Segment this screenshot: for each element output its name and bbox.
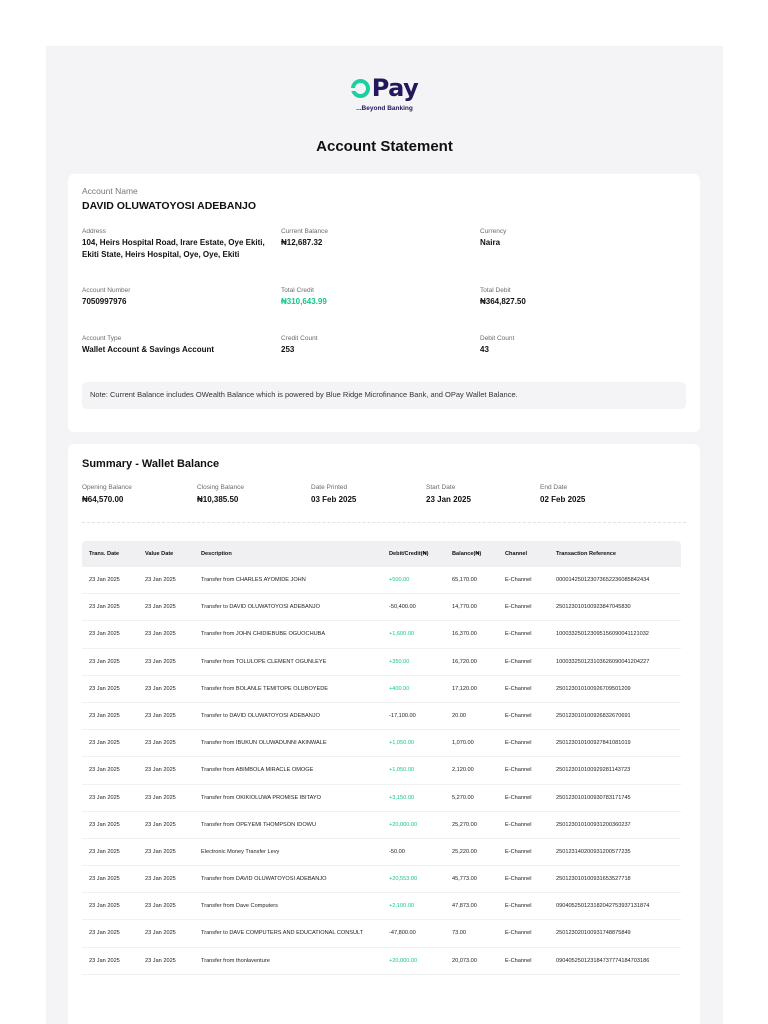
closing-balance-label: Closing Balance: [197, 484, 244, 491]
closing-balance-value: ₦10,385.50: [197, 495, 239, 504]
opay-logo: [46, 76, 723, 112]
cell-value-date: 23 Jan 2025: [145, 848, 176, 855]
cell-balance: 25,220.00: [452, 848, 477, 855]
col-debit-credit: Debit/Credit(₦): [389, 551, 429, 557]
cell-description: Electronic Money Transfer Levy: [201, 848, 280, 855]
cell-trans-date: 23 Jan 2025: [89, 957, 120, 964]
cell-transaction-reference: 000014250123073652236085842434: [556, 577, 650, 583]
cell-trans-date: 23 Jan 2025: [89, 848, 120, 855]
cell-debit-credit: +1,600.00: [389, 631, 415, 638]
debit-count-label: Debit Count: [480, 335, 515, 342]
opening-balance-value: ₦64,570.00: [82, 495, 124, 504]
cell-balance: 2,120.00: [452, 767, 474, 774]
debit-count-value: 43: [480, 345, 489, 354]
cell-balance: 20.00: [452, 712, 466, 719]
cell-transaction-reference: 250123010100931200360237: [556, 821, 631, 828]
cell-debit-credit: +400.00: [389, 685, 410, 692]
cell-value-date: 23 Jan 2025: [145, 685, 176, 692]
cell-trans-date: 23 Jan 2025: [89, 631, 120, 638]
cell-description: Transfer from TOLULOPE CLEMENT OGUNLEYE: [201, 658, 327, 665]
cell-balance: 25,270.00: [452, 821, 477, 828]
table-row: [82, 893, 681, 920]
cell-channel: E-Channel: [505, 577, 532, 583]
cell-trans-date: 23 Jan 2025: [89, 903, 120, 910]
total-debit-label: Total Debit: [480, 287, 511, 294]
summary-title: Summary - Wallet Balance: [82, 458, 220, 470]
date-printed-label: Date Printed: [311, 484, 348, 491]
cell-trans-date: 23 Jan 2025: [89, 685, 120, 692]
cell-balance: 16,720.00: [452, 658, 477, 665]
balance-note: Note: Current Balance includes OWealth Balance which is powered by Blue Ridge Microfinance Bank, and OPay Wallet Balance.: [82, 382, 686, 409]
cell-transaction-reference: 250123010100930783171745: [556, 794, 631, 801]
table-row: [82, 730, 681, 757]
cell-balance: 20,073.00: [452, 957, 477, 964]
table-row: [82, 839, 681, 866]
cell-transaction-reference: 250123010100929281143723: [556, 767, 631, 774]
cell-description: Transfer from OKIKIOLUWA PROMISE IBITAYO: [201, 794, 321, 801]
cell-description: Transfer to DAVID OLUWATOYOSI ADEBANJO: [201, 604, 320, 611]
cell-channel: E-Channel: [505, 685, 532, 692]
cell-transaction-reference: 250123010100931653527718: [556, 876, 631, 883]
logo-text: Pay: [371, 74, 419, 102]
end-date-value: 02 Feb 2025: [540, 495, 586, 504]
address-line-1: 104, Heirs Hospital Road, Irare Estate, Oye Ekiti,: [82, 238, 265, 247]
cell-balance: 73.00: [452, 930, 466, 937]
cell-transaction-reference: 100033250123095156090041121032: [556, 631, 649, 638]
cell-description: Transfer from DAVID OLUWATOYOSI ADEBANJO: [201, 876, 327, 883]
cell-value-date: 23 Jan 2025: [145, 767, 176, 774]
cell-debit-credit: -17,100.00: [389, 712, 416, 719]
cell-value-date: 23 Jan 2025: [145, 740, 176, 747]
cell-debit-credit: +20,553.00: [389, 876, 418, 883]
cell-trans-date: 23 Jan 2025: [89, 604, 120, 611]
cell-debit-credit: +2,100.00: [389, 903, 415, 910]
cell-trans-date: 23 Jan 2025: [89, 740, 120, 747]
total-debit-value: ₦364,827.50: [480, 297, 526, 306]
cell-description: Transfer from CHARLES AYOMIDE JOHN: [201, 577, 306, 583]
cell-value-date: 23 Jan 2025: [145, 712, 176, 719]
cell-transaction-reference: 090405250123184737774184703186: [556, 957, 650, 964]
cell-transaction-reference: 250123020100931748875849: [556, 930, 631, 937]
cell-debit-credit: +1,050.00: [389, 767, 415, 774]
cell-trans-date: 23 Jan 2025: [89, 712, 120, 719]
cell-balance: 47,873.00: [452, 903, 477, 910]
account-type-value: Wallet Account & Savings Account: [82, 345, 215, 354]
account-name-label: Account Name: [82, 186, 138, 196]
cell-transaction-reference: 250123140200931200577235: [556, 848, 631, 855]
cell-trans-date: 23 Jan 2025: [89, 577, 120, 583]
credit-count-label: Credit Count: [281, 335, 318, 342]
start-date-value: 23 Jan 2025: [426, 495, 471, 504]
cell-trans-date: 23 Jan 2025: [89, 821, 120, 828]
opening-balance-label: Opening Balance: [82, 484, 132, 491]
cell-transaction-reference: 100033250123103626090041204227: [556, 658, 650, 665]
current-balance-value: ₦12,687.32: [281, 238, 323, 247]
cell-debit-credit: -47,800.00: [389, 930, 416, 937]
col-transaction-reference: Transaction Reference: [556, 551, 617, 557]
cell-debit-credit: -50.00: [389, 848, 405, 855]
opay-o-mark-icon: [351, 79, 370, 98]
cell-balance: 65,170.00: [452, 577, 477, 583]
col-trans-date: Trans. Date: [89, 551, 120, 557]
table-row: [82, 785, 681, 812]
cell-trans-date: 23 Jan 2025: [89, 658, 120, 665]
cell-balance: 5,270.00: [452, 794, 474, 801]
cell-channel: E-Channel: [505, 821, 532, 828]
col-channel: Channel: [505, 551, 528, 557]
cell-balance: 1,070.00: [452, 740, 474, 747]
cell-value-date: 23 Jan 2025: [145, 658, 176, 665]
date-printed-value: 03 Feb 2025: [311, 495, 357, 504]
statement-page: [46, 46, 723, 1024]
cell-debit-credit: -50,400.00: [389, 604, 416, 611]
current-balance-label: Current Balance: [281, 228, 328, 235]
cell-debit-credit: +20,000.00: [389, 957, 418, 964]
cell-balance: 16,370.00: [452, 631, 477, 638]
cell-channel: E-Channel: [505, 740, 532, 747]
cell-debit-credit: +350.00: [389, 658, 410, 665]
total-credit-value: ₦310,643.99: [281, 297, 327, 306]
cell-description: Transfer from OPEYEMI THOMPSON IDOWU: [201, 821, 316, 828]
cell-value-date: 23 Jan 2025: [145, 604, 176, 611]
col-balance: Balance(₦): [452, 551, 482, 557]
cell-description: Transfer from BOLANLE TEMITOPE OLUBOYEDE: [201, 685, 329, 692]
credit-count-value: 253: [281, 345, 295, 354]
address-label: Address: [82, 228, 106, 235]
cell-channel: E-Channel: [505, 767, 532, 774]
address-line-2: Ekiti State, Heirs Hospital, Oye, Oye, Ekiti: [82, 250, 240, 259]
cell-transaction-reference: 250123010100926709501209: [556, 685, 631, 692]
end-date-label: End Date: [540, 484, 568, 491]
cell-channel: E-Channel: [505, 903, 532, 910]
logo-tagline: ...Beyond Banking: [356, 104, 413, 112]
cell-channel: E-Channel: [505, 794, 532, 801]
cell-transaction-reference: 090405250123182042753937131874: [556, 903, 650, 910]
table-row: [82, 920, 681, 947]
summary-divider: [82, 522, 686, 523]
account-type-label: Account Type: [82, 335, 122, 342]
cell-value-date: 23 Jan 2025: [145, 903, 176, 910]
currency-value: Naira: [480, 238, 501, 247]
table-row: [82, 812, 681, 839]
cell-channel: E-Channel: [505, 848, 532, 855]
cell-value-date: 23 Jan 2025: [145, 577, 176, 583]
cell-description: Transfer from Dave Computers: [201, 903, 278, 910]
cell-channel: E-Channel: [505, 604, 532, 611]
cell-trans-date: 23 Jan 2025: [89, 767, 120, 774]
table-row: [82, 567, 681, 594]
account-name: DAVID OLUWATOYOSI ADEBANJO: [82, 200, 257, 212]
cell-value-date: 23 Jan 2025: [145, 821, 176, 828]
cell-value-date: 23 Jan 2025: [145, 794, 176, 801]
table-row: [82, 621, 681, 648]
cell-transaction-reference: 250123010100927841081019: [556, 740, 631, 747]
cell-description: Transfer to DAVE COMPUTERS AND EDUCATIONAL CONSULT: [201, 930, 364, 937]
cell-transaction-reference: 250123010100926832670691: [556, 712, 631, 719]
cell-trans-date: 23 Jan 2025: [89, 876, 120, 883]
col-value-date: Value Date: [145, 551, 174, 557]
page-title: Account Statement: [316, 138, 453, 155]
cell-trans-date: 23 Jan 2025: [89, 794, 120, 801]
transactions-table-body: [82, 567, 681, 975]
table-row: [82, 948, 681, 975]
cell-trans-date: 23 Jan 2025: [89, 930, 120, 937]
account-number-label: Account Number: [82, 287, 131, 294]
cell-channel: E-Channel: [505, 930, 532, 937]
account-number-value: 7050997976: [82, 297, 127, 306]
table-row: [82, 649, 681, 676]
table-row: [82, 594, 681, 621]
table-row: [82, 676, 681, 703]
cell-channel: E-Channel: [505, 658, 532, 665]
cell-description: Transfer to DAVID OLUWATOYOSI ADEBANJO: [201, 712, 320, 719]
cell-balance: 45,773.00: [452, 876, 477, 883]
summary-card: [68, 444, 700, 1024]
cell-value-date: 23 Jan 2025: [145, 631, 176, 638]
cell-transaction-reference: 250123010100923847045830: [556, 604, 631, 611]
col-description: Description: [201, 551, 232, 557]
cell-debit-credit: +3,150.00: [389, 794, 415, 801]
cell-description: Transfer from JOHN CHIDIEBUBE OGUOCHUBA: [201, 631, 326, 638]
cell-channel: E-Channel: [505, 712, 532, 719]
cell-channel: E-Channel: [505, 876, 532, 883]
cell-value-date: 23 Jan 2025: [145, 876, 176, 883]
cell-description: Transfer from ABIMBOLA MIRACLE OMOGE: [201, 767, 314, 774]
cell-debit-credit: +500.00: [389, 577, 410, 583]
cell-balance: 14,770.00: [452, 604, 477, 611]
account-info-card: [68, 174, 700, 432]
cell-description: Transfer from thonlaventure: [201, 957, 270, 964]
currency-label: Currency: [480, 228, 507, 235]
cell-channel: E-Channel: [505, 957, 532, 964]
table-row: [82, 757, 681, 784]
cell-balance: 17,120.00: [452, 685, 477, 692]
cell-value-date: 23 Jan 2025: [145, 930, 176, 937]
cell-channel: E-Channel: [505, 631, 532, 638]
cell-debit-credit: +20,000.00: [389, 821, 418, 828]
transactions-table-header: [82, 541, 681, 567]
total-credit-label: Total Credit: [281, 287, 314, 294]
cell-description: Transfer from IBUKUN OLUWADUNNI AKINWALE: [201, 740, 327, 747]
cell-debit-credit: +1,050.00: [389, 740, 415, 747]
cell-value-date: 23 Jan 2025: [145, 957, 176, 964]
start-date-label: Start Date: [426, 484, 456, 491]
table-row: [82, 703, 681, 730]
table-row: [82, 866, 681, 893]
